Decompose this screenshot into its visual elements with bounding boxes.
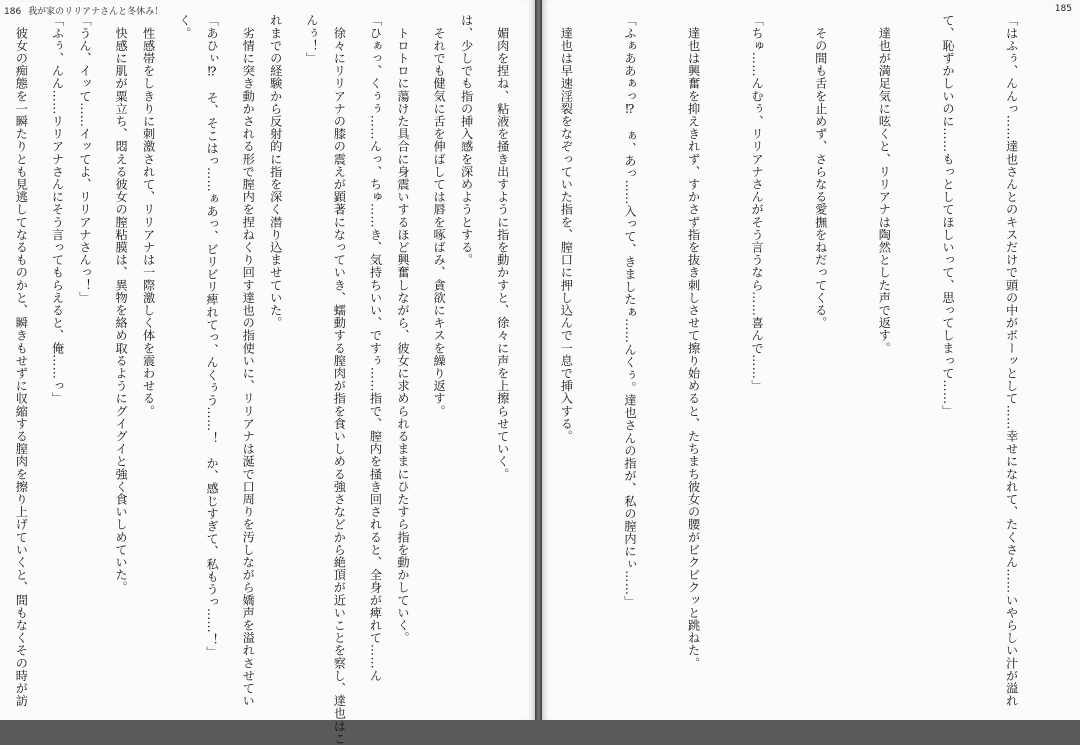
- left-line: 徐々にリリアナの膝の震えが顕著になっていき、蠕動する膣肉が指を食いしめる強さなどから絶頂が近いことを察し、達也はこ: [332, 14, 347, 745]
- right-line: 「はふぅ、んんっ……達也さんとのキスだけで頭の中がボーッとして……幸せになれて、たくさん……いやらしい汁が溢れ: [1004, 14, 1019, 707]
- left-line: トロトロに蕩けた具合に身震いするほど興奮しながら、彼女に求められるままにひたすら指を動かしていく。: [395, 14, 410, 644]
- left-line: 「うん、イッて……イッてよ、リリアナさんっ！」: [77, 14, 92, 304]
- right-line: 「ひぁっ、くぅぅ……んっ、ちゅ……き、気持ちいい、ですぅ……指で、膣内を掻き回されると、全身が痺れて……ん: [368, 14, 383, 682]
- left-line: 彼女の痴態を一瞬たりとも見逃してなるものかと、瞬きもせずに収縮する膣肉を擦り上げていくと、間もなくその時が訪: [14, 14, 29, 707]
- left-page-number: 186: [4, 7, 22, 17]
- right-page-header: [1055, 4, 1072, 14]
- left-running-title: 我が家のリリアナさんと冬休み！: [28, 7, 164, 17]
- right-line: その間も舌を止めず、さらなる愛撫をねだってくる。: [813, 14, 828, 329]
- right-line: 「ふぅ、んん……リリアナさんにそう言ってもらえると、俺……っ」: [50, 14, 65, 405]
- right-line: 媚肉を捏ね、粘液を掻き出すように指を動かすと、徐々に声を上擦らせていく。: [495, 14, 510, 481]
- right-line: 快感に肌が粟立ち、悶える彼女の膣粘膜は、異物を絡め取るようにグイグイと強く食いしめていた。: [114, 14, 129, 594]
- left-line: は、少しでも指の挿入感を深めようとする。: [459, 14, 474, 266]
- right-line: て、恥ずかしいのに……もっとしてほしいって、思ってしまって……」: [940, 14, 955, 418]
- right-line: 劣情に突き動かされる形で膣内を捏ねくり回す達也の指使いに、リリアナは涎で口周りを汚しながら嬌声を溢れさせてい: [241, 14, 256, 707]
- left-line: 性感帯をしきりに刺激されて、リリアナは一際激しく体を震わせる。: [141, 14, 156, 418]
- left-line: 「あひぃ⁉ そ、そこはっ……ぁあっ、ビリビリ痺れてっ、んくぅう……！ か、感じすぎて、私もうっ……！」: [205, 14, 220, 659]
- right-line: 達也が満足気に呟くと、リリアナは陶然とした声で返す。: [877, 14, 892, 355]
- right-line: 達也は興奮を抑えきれず、すかさず指を抜き刺しさせて擦り始めると、たちまち彼女の腰がビクビクッと跳ねた。: [686, 14, 701, 670]
- right-line: 「ちゅ……んむぅ、リリアナさんがそう言うなら……喜んで……」: [750, 14, 765, 392]
- right-line: く。: [177, 14, 192, 40]
- left-line: れまでの経験から反射的に指を深く潜り込ませていた。: [268, 14, 283, 329]
- right-line: んぅ！」: [304, 14, 319, 65]
- right-page-number: 185: [1054, 4, 1072, 14]
- right-line: 「ふぁああぁっ⁉ ぁ、あっ……入って、きましたぁ……んくぅ。達也さんの指が、私の膣内にぃ……」: [622, 14, 637, 608]
- right-line: 達也は早速淫裂をなぞっていた指を、膣口に押し込んで一息で挿入する。: [559, 14, 574, 443]
- right-line: [0, 14, 4, 714]
- right-line: それでも健気に舌を伸ばしては唇を啄ばみ、貪欲にキスを繰り返す。: [432, 14, 447, 418]
